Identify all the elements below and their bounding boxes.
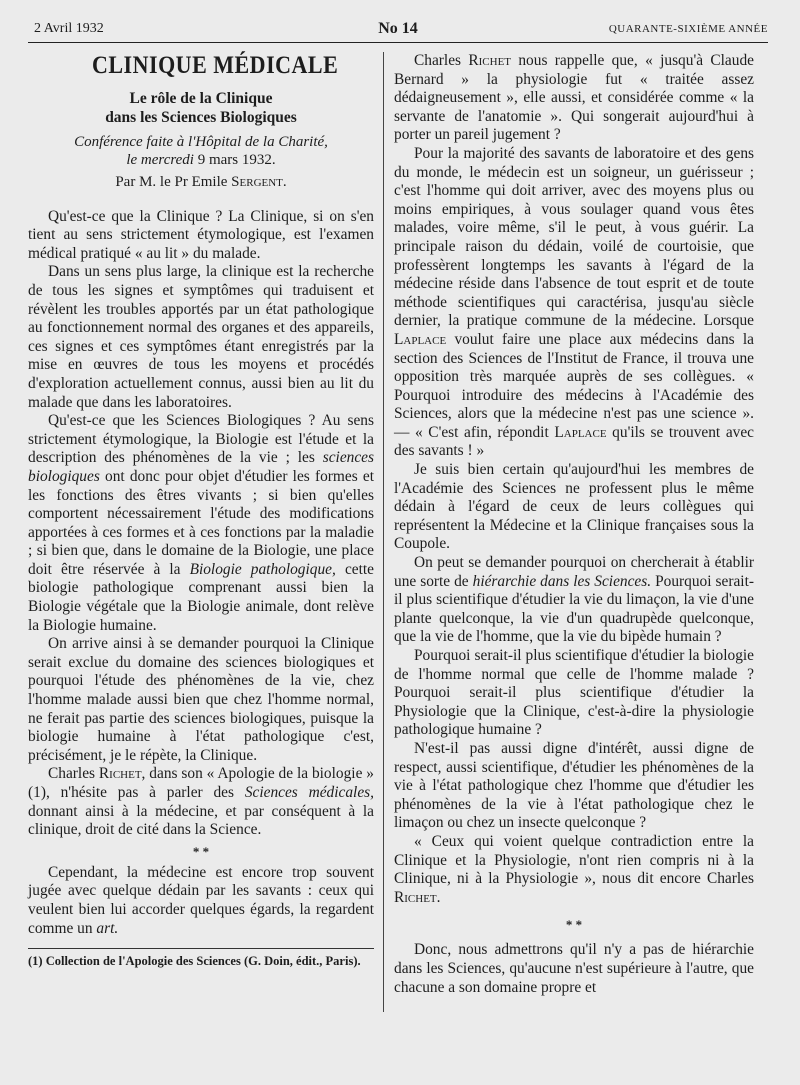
text-run: Charles	[48, 765, 96, 783]
person-name: Richet	[468, 52, 512, 69]
paragraph	[28, 864, 374, 938]
text-run: Cependant, la médecine est encore trop souvent jugée avec quelque dédain par les savants : ceux qui veulent bien lui accorder quelques égards, la regardent comme un	[28, 863, 374, 937]
footnote: (1) Collection de l'Apologie des Sciences (G. Doin, édit., Paris).	[28, 954, 361, 969]
article-title	[28, 89, 374, 127]
paragraph	[394, 833, 754, 907]
paragraph: Donc, nous admettrons qu'il n'y a pas de hiérarchie dans les Sciences, qu'aucune n'est supérieure à l'autre, que chacune a son domaine propre et	[394, 941, 754, 996]
text-run: dans son « Apologie de la biologie » (1), n'hésite pas à parler des	[28, 765, 374, 801]
right-column	[394, 52, 754, 997]
text-run: Pour la majorité des savants de laboratoire et des gens du monde, le médecin est un soigneur, un guérisseur ; c'est l'homme qui doit arriver, avec des moyens plus ou moins empiriques, à vous soulager quand vous êtes malades, voire même, s'il le peut, à vous guérir. La principale raison du dédain, voilé de courtoisie, que professèrent longtemps les savants à l'égard de la médecine réside dans l'absence de tout esprit et de toute méthode scientifiques qui caractérisa, jusqu'au siècle dernier, la pratique commune de la médecine. Lorsque	[394, 144, 754, 330]
emphasis: art.	[96, 919, 119, 937]
footnote-rule	[28, 948, 374, 949]
text-run: ont donc pour objet d'étudier les formes et les fonctions des êtres vivants ; si bien qu'elles comportent nécessairement l'étude des modifications apportées à ces formes et à ces fonctions par la maladie ; si bien que, dans le domaine de la Biologie, une place doit être réservée à la	[28, 467, 374, 578]
text-run: cette biologie pathologique comprenant aussi bien la Biologie végétale que la Biologie animale, dont relève la Biologie humaine.	[28, 560, 374, 634]
text-run: Qu'est-ce que les Sciences Biologiques ? Au sens strictement étymologique, la Biologie est l'étude et la description des phénomènes de la vie ; les	[28, 412, 374, 467]
subtitle-weekday: le mercredi	[126, 152, 194, 169]
page-header	[28, 16, 768, 42]
section-separator: * *	[192, 843, 210, 859]
text-run: « Ceux qui voient quelque contradiction entre la Clinique et la Physiologie, n'ont rien compris ni à la Clinique, ni à la Physiologie », nous dit encore Charles	[394, 832, 754, 888]
text-run: Charles	[414, 52, 462, 69]
left-column	[28, 52, 374, 969]
paragraph	[394, 554, 754, 647]
section-separator: * *	[565, 917, 583, 933]
text-run: donnant ainsi à la médecine, et par conséquent à la clinique, droit de cité dans la Science.	[28, 802, 374, 839]
person-name: Richet,	[98, 765, 146, 783]
paragraph: N'est-il pas aussi digne d'intérêt, aussi digne de respect, aussi scientifique, d'étudier les phénomènes de la vie à l'état pathologique chez l'homme que d'étudier les phénomènes de la vie à l'état pathologique chez le limaçon ou chez un insecte quelconque ?	[394, 739, 754, 832]
paragraph: Je suis bien certain qu'aujourd'hui les membres de l'Académie des Sciences ne professent plus le même dédain à l'égard de ceux de leurs collègues qui représentent la Médecine et la Clinique françaises sous la Coupole.	[394, 461, 754, 553]
text-run: nous rappelle que, « jusqu'à Claude Bernard » la physiologie fut « traitée assez dédaigneusement », elle aussi, et considérée comme « la servante de l'anatomie ». Qui songerait aujourd'hui à porter un pareil jugement ?	[394, 52, 754, 144]
emphasis: sciences biologiques	[28, 449, 374, 485]
column-divider	[383, 52, 384, 1012]
header-rule	[28, 42, 768, 43]
paragraph	[394, 145, 754, 461]
text-run: qu'ils se trouvent avec des savants ! »	[394, 423, 755, 460]
byline	[28, 172, 374, 192]
paragraph	[394, 52, 754, 145]
emphasis: Sciences médicales,	[244, 784, 374, 801]
paragraph: Qu'est-ce que la Clinique ? La Clinique, si on s'en tient au sens strictement étymologique, est l'examen médical pratiqué « au lit » du malade.	[28, 207, 374, 262]
byline-prefix: Par M. le Pr Emile	[115, 173, 228, 190]
paragraph: Pourquoi serait-il plus scientifique d'étudier la biologie de l'homme normal que celle de l'homme malade ? Pourquoi serait-il plus scientifique d'étudier la Physiologie que la Clinique, c'est-à-dire la physiologie pathologique humaine ?	[394, 647, 754, 739]
article-title-line-2: dans les Sciences Biologiques	[105, 108, 297, 126]
text-run: On peut se demander pourquoi on chercherait à établir une sorte de	[394, 554, 754, 590]
paragraph	[28, 412, 374, 635]
section-title: CLINIQUE MÉDICALE	[92, 50, 339, 79]
subtitle-line-1: Conférence faite à l'Hôpital de la Charité,	[74, 133, 328, 150]
person-name: Laplace	[394, 330, 447, 348]
author-name: Sergent.	[231, 173, 287, 190]
article-subtitle	[28, 133, 374, 170]
subtitle-line-2	[28, 151, 374, 170]
text-run: Pourquoi serait-il plus scientifique d'étudier la vie du limaçon, la vie d'une plante quelconque, la vie d'un quadrupède quelconque, que la vie de l'homme, que la vie du bipède humain ?	[394, 572, 754, 646]
paragraph: On arrive ainsi à se demander pourquoi la Clinique serait exclue du domaine des sciences biologiques et pourquoi l'étude des phénomènes de la vie, chez l'homme malade aussi bien que chez l'homme normal, ne ferait pas partie des sciences biologiques, puisque la biologie humaine à l'état pathologique c'est, précisément, je le répète, la Clinique.	[28, 635, 374, 764]
article-title-line-1: Le rôle de la Clinique	[129, 89, 273, 107]
person-name: Laplace	[554, 423, 607, 441]
person-name: Richet.	[394, 888, 441, 906]
paragraph: Dans un sens plus large, la clinique est la recherche de tous les signes et symptômes qui traduisent et révèlent les troubles apportés par un état pathologique au fonctionnement normal des organes et des appareils, ces signes et ces symptômes étant enregistrés par la mise en œuvres de tous les moyens et procédés d'exploration actuellement connus, aussi bien au lit du malade que dans les laboratoires.	[28, 263, 374, 411]
issue-number: No 14	[378, 20, 418, 37]
emphasis: hiérarchie dans les Sciences.	[472, 572, 652, 590]
subtitle-date: 9 mars 1932.	[197, 152, 276, 169]
text-run: voulut faire une place aux médecins dans la section des Sciences de l'Institut de France, il trouva une opposition très marquée auprès de ses collègues. « Pourquoi introduire des médecins à l'Académie des Sciences, alors que la médecine n'est pas une science ». — « C'est afin, répondit	[394, 330, 754, 441]
issue-date: 2 Avril 1932	[34, 21, 104, 36]
emphasis: Biologie pathologique,	[189, 560, 336, 578]
volume-year: QUARANTE-SIXIÈME ANNÉE	[608, 23, 768, 35]
paragraph	[28, 765, 374, 839]
